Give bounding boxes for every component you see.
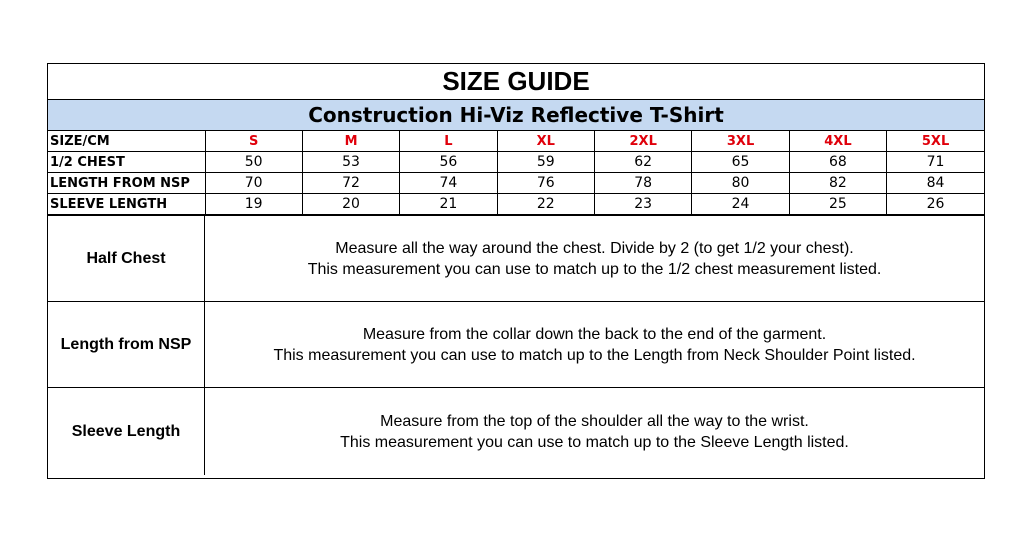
table-cell: 26 xyxy=(887,194,984,215)
table-cell: 62 xyxy=(595,152,692,173)
size-header: M xyxy=(302,131,399,152)
table-cell: 70 xyxy=(205,173,302,194)
corner-label: SIZE/CM xyxy=(48,131,205,152)
table-cell: 50 xyxy=(205,152,302,173)
table-cell: 65 xyxy=(692,152,789,173)
table-cell: 53 xyxy=(302,152,399,173)
instruction-line: This measurement you can use to match up to the 1/2 chest measurement listed. xyxy=(307,260,882,278)
table-cell: 25 xyxy=(789,194,886,215)
size-header: 3XL xyxy=(692,131,789,152)
table-cell: 23 xyxy=(595,194,692,215)
measurement-sleeve-length xyxy=(48,387,984,475)
instruction-line: Measure from the collar down the back to the end of the garment. xyxy=(362,325,827,343)
table-cell: 71 xyxy=(887,152,984,173)
table-cell: 82 xyxy=(789,173,886,194)
table-cell: 21 xyxy=(400,194,497,215)
table-row xyxy=(48,173,984,194)
measurement-instructions xyxy=(205,388,984,475)
size-header: S xyxy=(205,131,302,152)
table-cell: 74 xyxy=(400,173,497,194)
size-table xyxy=(48,131,984,215)
table-row xyxy=(48,152,984,173)
size-header: XL xyxy=(497,131,594,152)
page-title: SIZE GUIDE xyxy=(48,64,984,100)
measurement-label: Length from NSP xyxy=(48,302,205,387)
table-cell: 24 xyxy=(692,194,789,215)
row-label: 1/2 CHEST xyxy=(48,152,205,173)
size-guide-sheet xyxy=(47,63,985,479)
instruction-line: Measure from the top of the shoulder all the way to the wrist. xyxy=(380,412,809,430)
table-cell: 59 xyxy=(497,152,594,173)
table-cell: 72 xyxy=(302,173,399,194)
instruction-line: This measurement you can use to match up to the Sleeve Length listed. xyxy=(340,433,849,451)
measurement-half-chest xyxy=(48,215,984,301)
product-subtitle: Construction Hi-Viz Reflective T-Shirt xyxy=(48,100,984,131)
measurement-label: Sleeve Length xyxy=(48,388,205,475)
size-header: L xyxy=(400,131,497,152)
instruction-line: Measure all the way around the chest. Divide by 2 (to get 1/2 your chest). xyxy=(335,239,854,257)
table-cell: 68 xyxy=(789,152,886,173)
measurement-instructions xyxy=(205,216,984,301)
size-header-row xyxy=(48,131,984,152)
table-cell: 20 xyxy=(302,194,399,215)
table-cell: 84 xyxy=(887,173,984,194)
table-cell: 22 xyxy=(497,194,594,215)
table-cell: 19 xyxy=(205,194,302,215)
measurement-instructions xyxy=(205,302,984,387)
row-label: LENGTH FROM NSP xyxy=(48,173,205,194)
size-header: 4XL xyxy=(789,131,886,152)
table-cell: 80 xyxy=(692,173,789,194)
size-header: 2XL xyxy=(595,131,692,152)
table-row xyxy=(48,194,984,215)
measurement-length-from-nsp xyxy=(48,301,984,387)
instruction-line: This measurement you can use to match up to the Length from Neck Shoulder Point listed. xyxy=(273,346,916,364)
measurement-label: Half Chest xyxy=(48,216,205,301)
table-cell: 78 xyxy=(595,173,692,194)
table-cell: 56 xyxy=(400,152,497,173)
table-cell: 76 xyxy=(497,173,594,194)
size-header: 5XL xyxy=(887,131,984,152)
row-label: SLEEVE LENGTH xyxy=(48,194,205,215)
